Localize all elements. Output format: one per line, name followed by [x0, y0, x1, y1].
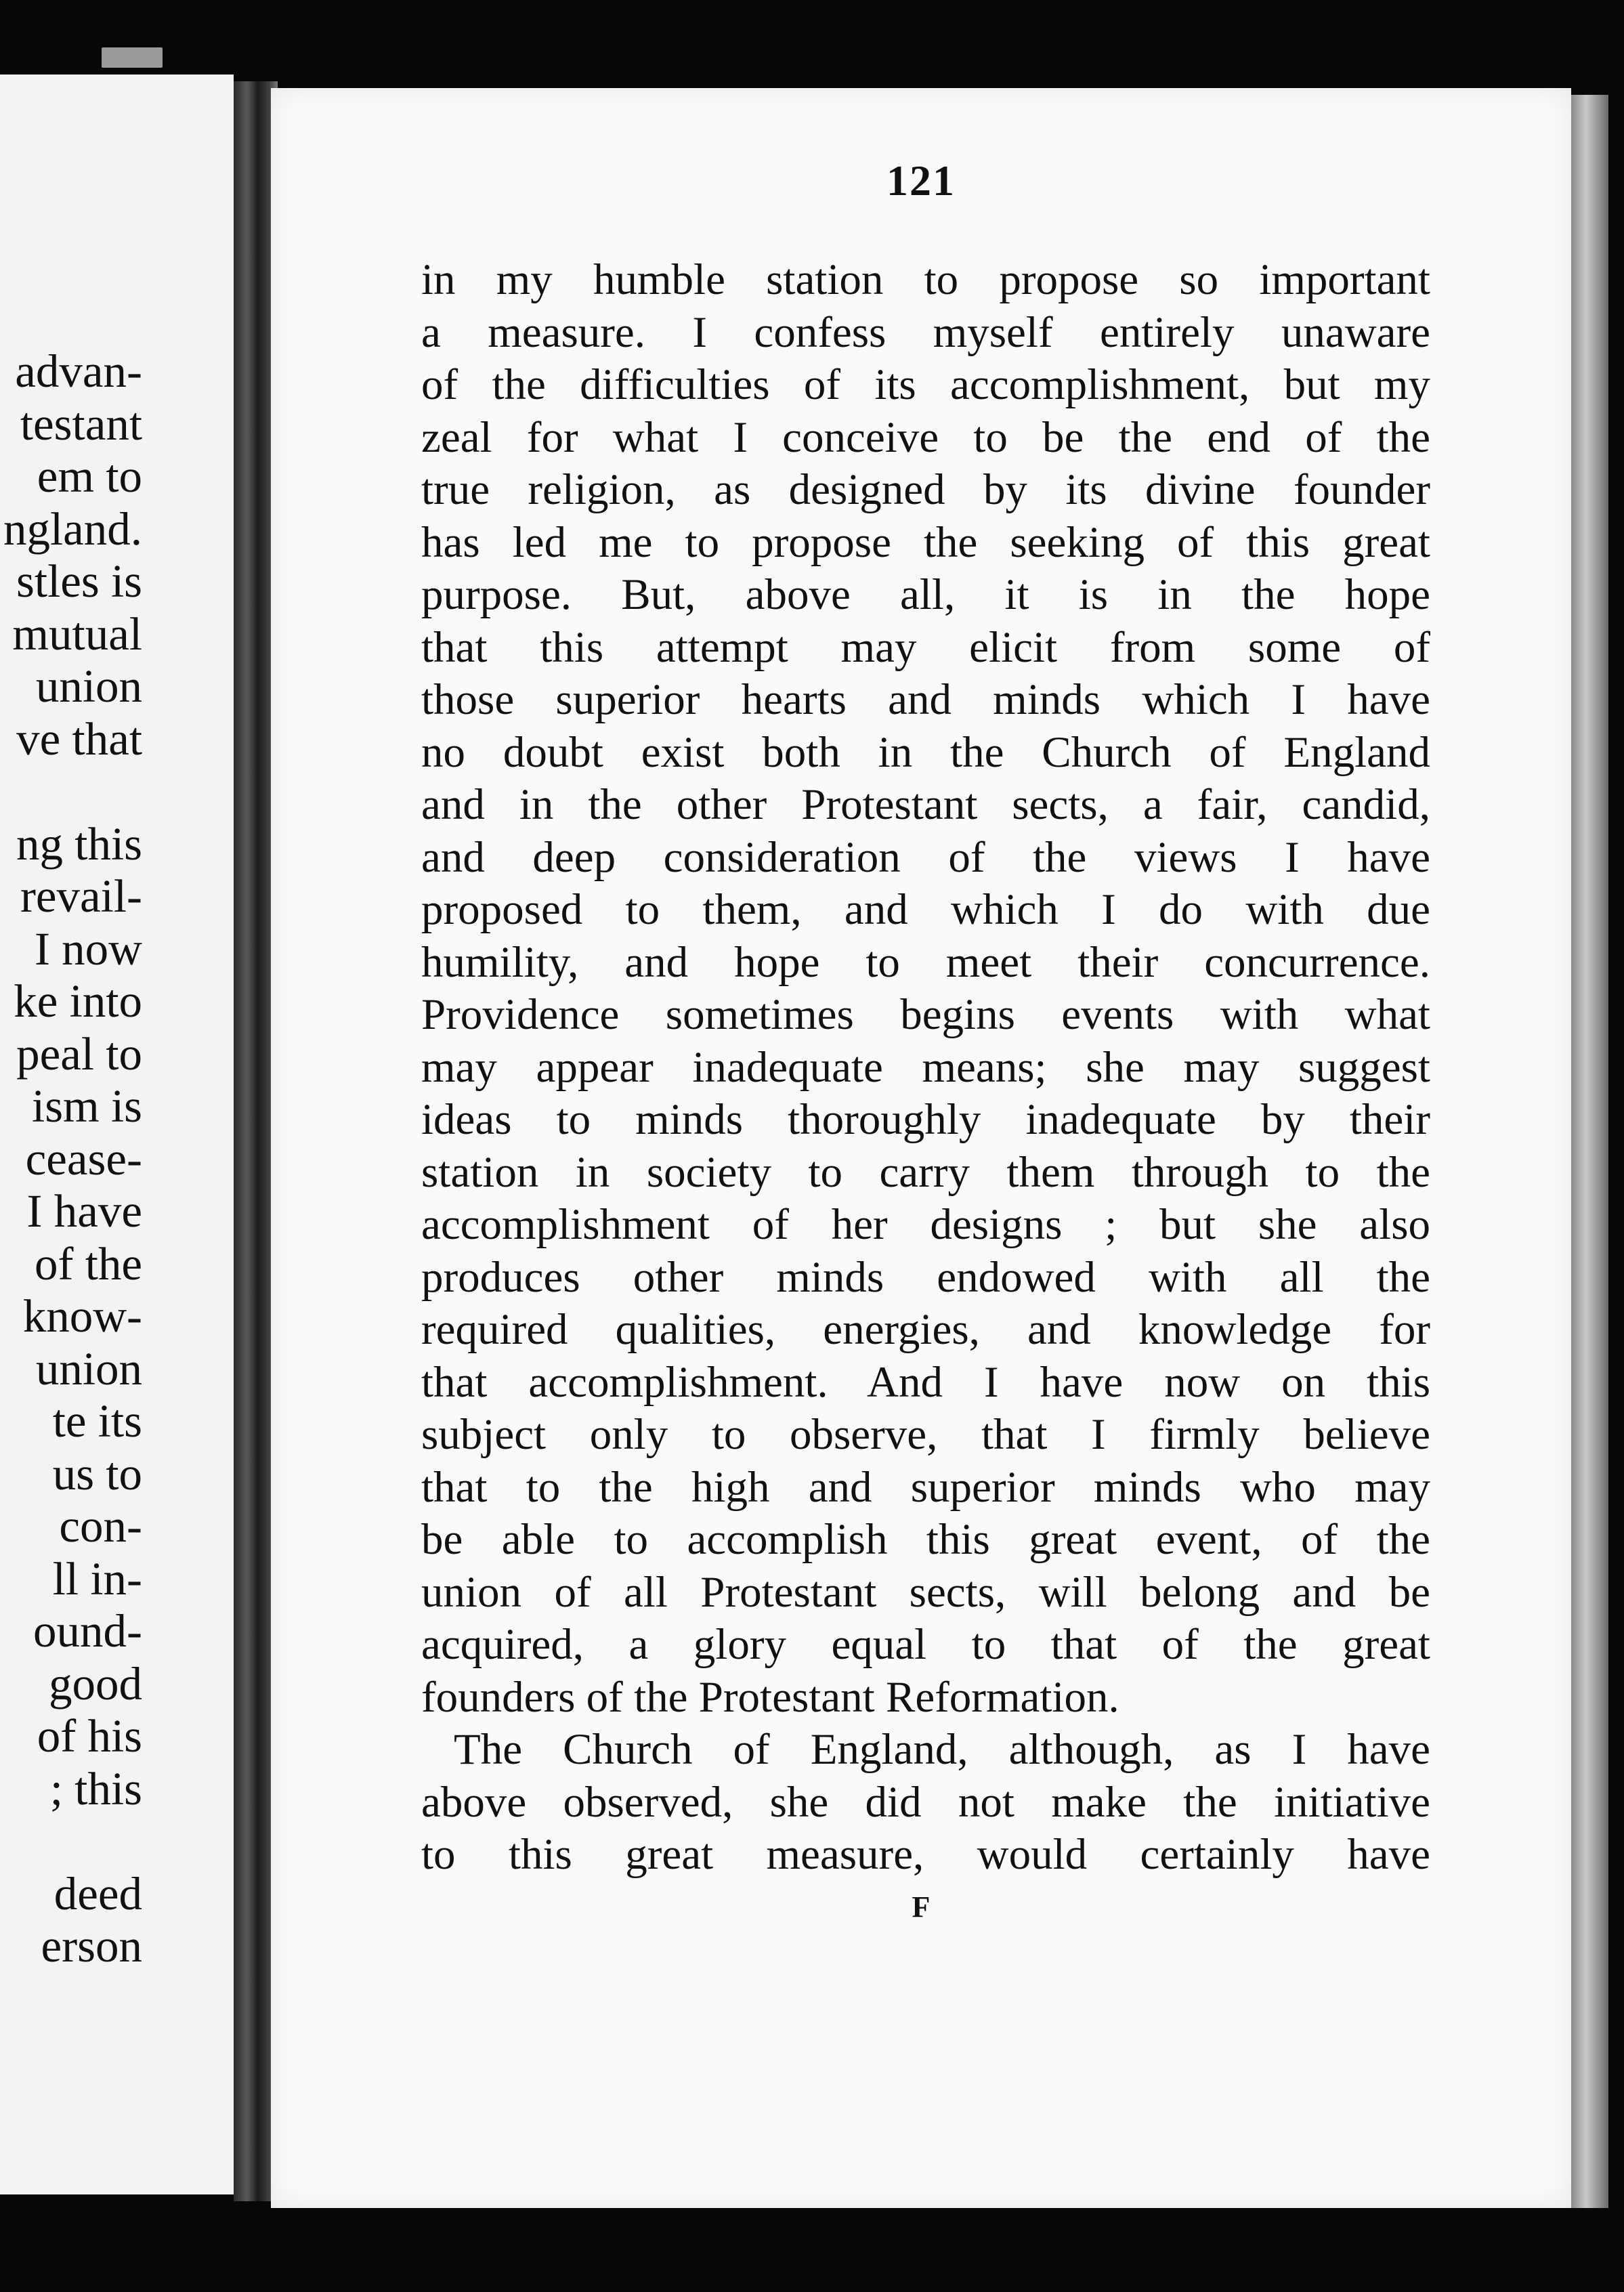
left-line: revail- — [20, 870, 142, 922]
page-edge — [1571, 95, 1608, 2208]
text-line: of the difficulties of its accomplishment, but my — [421, 360, 1430, 409]
text-line: may appear inadequate means; she may suggest — [421, 1042, 1430, 1092]
left-line: con- — [59, 1500, 142, 1552]
text-line: those superior hearts and minds which I have — [421, 675, 1430, 724]
left-line: stles is — [16, 555, 142, 607]
left-line: advan- — [15, 345, 142, 397]
left-line: ll in- — [52, 1552, 142, 1605]
body-text — [421, 254, 1430, 1882]
text-line: subject only to observe, that I firmly believe — [421, 1410, 1430, 1459]
signature-mark: F — [912, 1890, 931, 1924]
left-line: I now — [34, 922, 142, 975]
text-line: in my humble station to propose so important — [421, 255, 1430, 304]
left-line: erson — [41, 1920, 142, 1972]
text-line: station in society to carry them through to the — [421, 1147, 1430, 1197]
left-line: cease- — [25, 1132, 142, 1185]
left-line: ve that — [16, 713, 142, 765]
left-line: us to — [52, 1447, 142, 1500]
text-line: required qualities, energies, and knowledge for — [421, 1305, 1430, 1354]
left-line: good — [49, 1657, 142, 1710]
text-line: has led me to propose the seeking of this great — [421, 517, 1430, 567]
left-line: ism is — [32, 1080, 142, 1132]
text-line: proposed to them, and which I do with due — [421, 885, 1430, 934]
left-line: ke into — [14, 975, 142, 1027]
left-line: ; this — [49, 1762, 142, 1814]
text-line: ideas to minds thoroughly inadequate by their — [421, 1095, 1430, 1144]
left-line: ng this — [16, 818, 142, 870]
text-line: produces other minds endowed with all the — [421, 1252, 1430, 1302]
text-line: a measure. I confess myself entirely unaware — [421, 307, 1430, 357]
left-line — [0, 1815, 142, 1868]
text-line: that to the high and superior minds who may — [421, 1462, 1430, 1512]
left-line: ound- — [33, 1605, 142, 1657]
page-number: 121 — [886, 156, 956, 205]
scan-tab-marker — [102, 47, 163, 68]
left-line: testant — [20, 398, 142, 450]
left-line: union — [35, 660, 142, 712]
left-line: em to — [37, 450, 142, 502]
left-line: peal to — [16, 1027, 142, 1080]
left-line — [0, 765, 142, 818]
right-page — [271, 88, 1571, 2208]
text-line: no doubt exist both in the Church of England — [421, 727, 1430, 777]
text-line: above observed, she did not make the initiative — [421, 1777, 1430, 1827]
left-line: of his — [37, 1710, 142, 1762]
text-line: to this great measure, would certainly have — [421, 1830, 1430, 1879]
left-facing-page — [0, 75, 234, 2194]
left-line: I have — [26, 1185, 142, 1237]
text-line: humility, and hope to meet their concurrence. — [421, 937, 1430, 987]
text-line: union of all Protestant sects, will belong and be — [421, 1567, 1430, 1617]
text-line: and in the other Protestant sects, a fair, candid, — [421, 780, 1430, 829]
text-line: purpose. But, above all, it is in the hope — [421, 570, 1430, 619]
text-line: zeal for what I conceive to be the end of the — [421, 412, 1430, 462]
text-line: Providence sometimes begins events with what — [421, 990, 1430, 1039]
text-line: that this attempt may elicit from some of — [421, 622, 1430, 672]
left-line: ngland. — [3, 503, 142, 555]
left-line: know- — [22, 1290, 142, 1342]
text-line: accomplishment of her designs ; but she also — [421, 1200, 1430, 1249]
text-line: acquired, a glory equal to that of the great — [421, 1620, 1430, 1669]
text-line: be able to accomplish this great event, of the — [421, 1515, 1430, 1564]
text-line: true religion, as designed by its divine founder — [421, 465, 1430, 514]
left-line: of the — [34, 1237, 142, 1290]
left-page-text — [0, 345, 142, 1973]
text-line: founders of the Protestant Reformation. — [421, 1672, 1119, 1722]
left-line: union — [35, 1342, 142, 1395]
left-line: deed — [54, 1867, 142, 1919]
text-line: that accomplishment. And I have now on this — [421, 1357, 1430, 1407]
left-line: te its — [52, 1395, 142, 1447]
text-line: The Church of England, although, as I have — [454, 1725, 1430, 1774]
text-line: and deep consideration of the views I have — [421, 832, 1430, 882]
left-line: mutual — [12, 608, 142, 660]
